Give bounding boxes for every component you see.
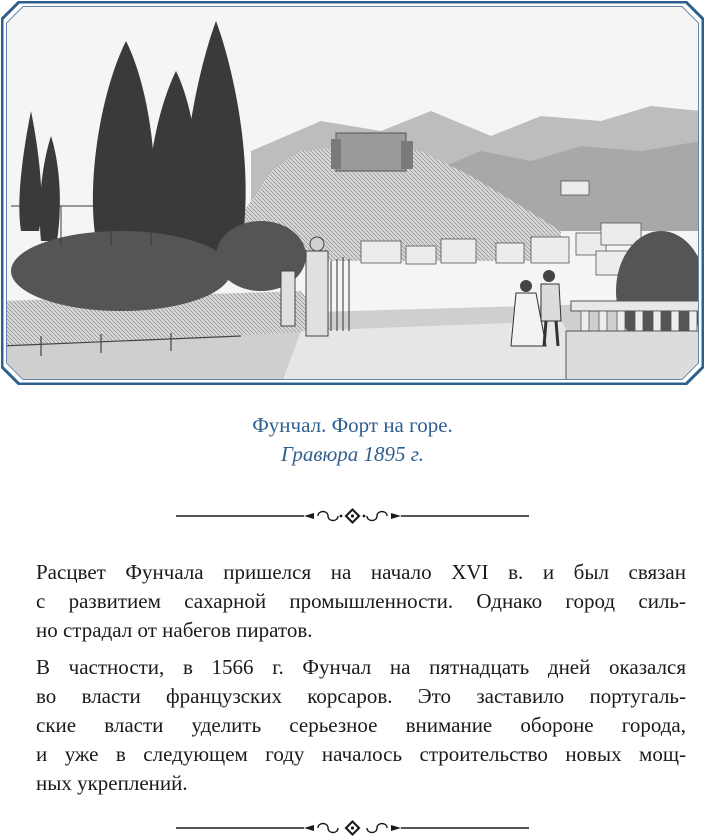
text-line: но страдал от набегов пиратов. bbox=[36, 618, 313, 642]
paragraph bbox=[14, 558, 686, 645]
figure-caption-title: Фунчал. Форт на горе. bbox=[252, 413, 453, 437]
text-line: Расцвет Фунчала пришелся на начало XVI в. и был связан bbox=[36, 560, 686, 584]
text-line: В частности, в 1566 г. Фунчал на пятнадцать дней оказался bbox=[36, 655, 686, 679]
ornamental-divider-top bbox=[176, 508, 529, 524]
text-line: ские власти уделить серьезное внимание обороне города, bbox=[36, 713, 686, 737]
text-line: с развитием сахарной промышленности. Однако город силь- bbox=[36, 589, 686, 613]
paragraph bbox=[14, 653, 686, 798]
text-line: и уже в следующем году началось строительство новых мощ- bbox=[36, 742, 686, 766]
engraving-illustration bbox=[1, 1, 704, 385]
text-line: во власти французских корсаров. Это заставило португаль- bbox=[36, 684, 686, 708]
text-line: ных укреплений. bbox=[36, 771, 188, 795]
ornamental-divider-bottom bbox=[176, 820, 529, 836]
article-body bbox=[14, 558, 686, 806]
figure-caption-subtitle: Гравюра 1895 г. bbox=[281, 442, 424, 466]
